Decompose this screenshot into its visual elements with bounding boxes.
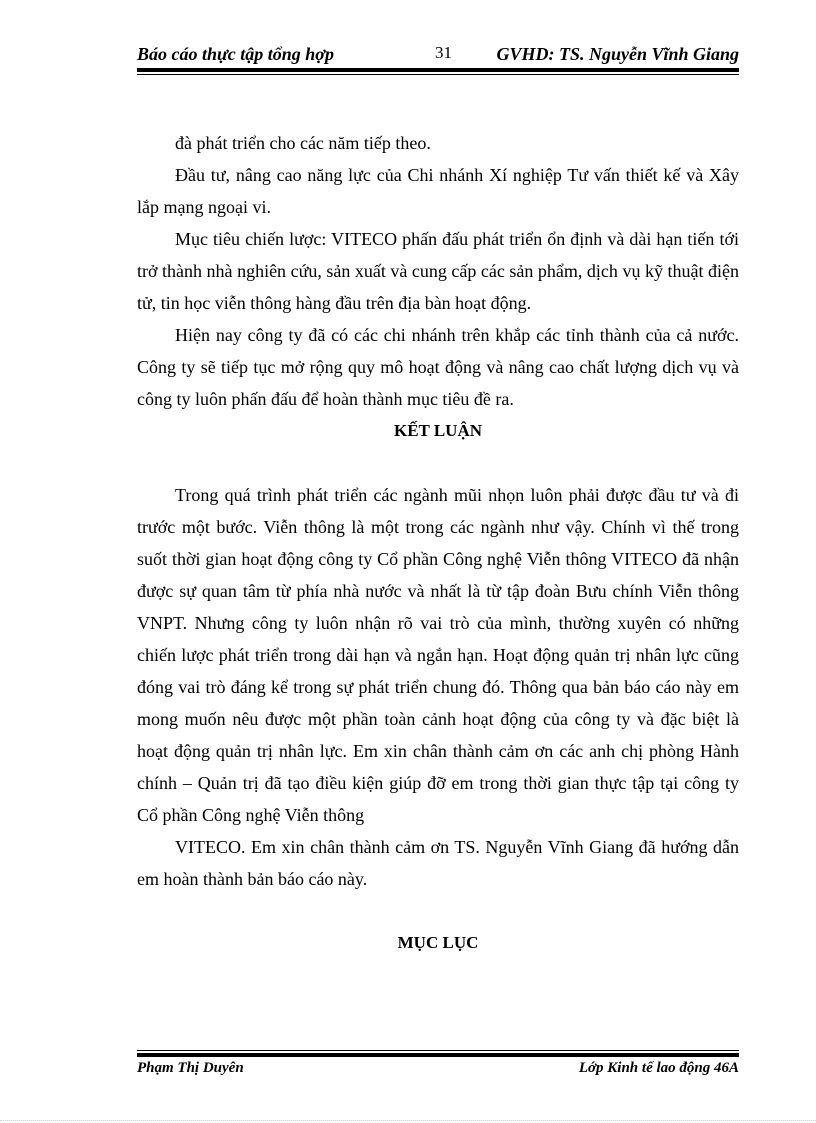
conclusion-paragraph: VITECO. Em xin chân thành cảm ơn TS. Nguyễn Vĩnh Giang đã hướng dẫn em hoàn thành bản báo cáo này.	[137, 837, 739, 889]
page-body	[137, 127, 739, 959]
body-paragraph: Mục tiêu chiến lược: VITECO phấn đấu phát triển ổn định và dài hạn tiến tới trở thành nhà nghiên cứu, sản xuất và cung cấp các sản phẩm, dịch vụ kỹ thuật điện tử, tin học viễn thông hàng đầu trên địa bàn hoạt động.	[137, 229, 739, 313]
section-spacer	[137, 447, 739, 479]
footer-author: Phạm Thị Duyên	[137, 1060, 244, 1076]
header-rule-thin	[137, 74, 739, 75]
footer-class: Lớp Kinh tế lao động 46A	[578, 1060, 739, 1076]
page-header	[137, 44, 739, 66]
toc-heading: MỤC LỤC	[397, 933, 479, 952]
footer-rule-thick	[137, 1053, 739, 1057]
conclusion-heading: KẾT LUẬN	[393, 421, 482, 440]
header-advisor: GVHD: TS. Nguyễn Vĩnh Giang	[496, 44, 739, 64]
section-spacer	[137, 895, 739, 927]
header-page-number: 31	[435, 43, 452, 62]
header-report-title: Báo cáo thực tập tổng hợp	[137, 44, 334, 64]
body-paragraph: đà phát triển cho các năm tiếp theo.	[175, 133, 431, 153]
body-paragraph: Hiện nay công ty đã có các chi nhánh trên khắp các tỉnh thành của cả nước. Công ty sẽ tiếp tục mở rộng quy mô hoạt động và nâng cao chất lượng dịch vụ và công ty luôn phấn đấu để hoàn thành mục tiêu đề ra.	[137, 325, 739, 409]
page-edge	[0, 1120, 816, 1121]
body-paragraph: Đầu tư, nâng cao năng lực của Chi nhánh Xí nghiệp Tư vấn thiết kế và Xây lắp mạng ngoại vi.	[137, 165, 739, 217]
header-rule-thick	[137, 68, 739, 72]
conclusion-paragraph: Trong quá trình phát triển các ngành mũi nhọn luôn phải được đầu tư và đi trước một bước. Viễn thông là một trong các ngành như vậy. Chính vì thế trong suốt thời gian hoạt động công ty Cổ phần Công nghệ Viễn thông VITECO đã nhận được sự quan tâm từ phía nhà nước và nhất là từ tập đoàn Bưu chính Viễn thông VNPT. Nhưng công ty luôn nhận rõ vai trò của mình, thường xuyên có những chiến lược phát triển trong dài hạn và ngắn hạn. Hoạt động quản trị nhân lực cũng đóng vai trò đáng kể trong sự phát triển chung đó. Thông qua bản báo cáo này em mong muốn nêu được một phần toàn cảnh hoạt động của công ty và đặc biệt là hoạt động quản trị nhân lực. Em xin chân thành cảm ơn các anh chị phòng Hành chính – Quản trị đã tạo điều kiện giúp đỡ em trong thời gian thực tập tại công ty Cổ phần Công nghệ Viễn thông	[137, 485, 739, 825]
footer-rule-thin	[137, 1050, 739, 1051]
